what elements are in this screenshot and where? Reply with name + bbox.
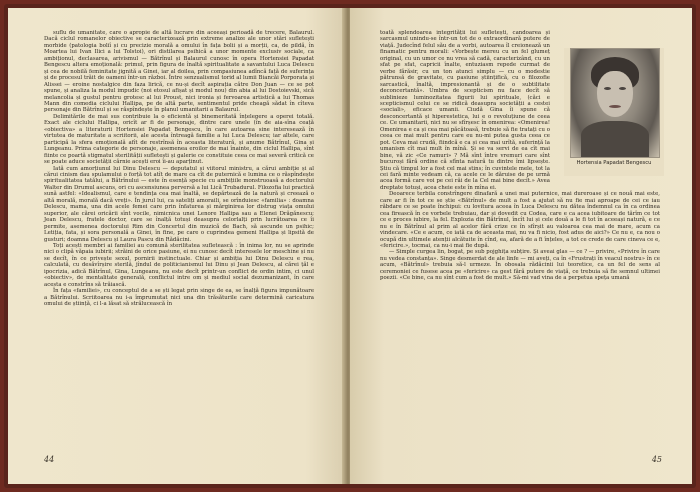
paragraph: În fața «familiei», cu conceptul de a se ști legat prin singe de ea, se înalță figura impunătoare a Bătrînului. Scriitoarea nu i-a împrumutat nici una din trăsăturile care determină caricatura omului de știință, ci l-a lăsat să strălucească în xyxy=(44,288,314,308)
left-page-text xyxy=(44,30,314,307)
paragraph: Deoarece terbila constrîngere dinafară a unei mai puternice, mai dureroase și ce nouă mai este, care ar fi în tot ce se știe «Bătrînul» de mult a fost a ajutat să nu fie mai aproape de cei ce iau răbdare ce se poate închipui: cu lovitura aceea în Luca Delescu nu dătea îndemnul ca în ca ordinea cea firească în ce vorbele trebuiau, dar și dovedit cu Codea, care e ca acea iubitoare de tărîm ce tot ce e proces iubire, la fel. Explozia din Bătrînul, încît lui și cele două a le fi tot în aceeași natură, e ce nu e în Bătrînul al prim al acelor fără crize ce în sfîrșit au valoarea cea mai de mare, acum ca vindecare. «Ce e acum, ce iată ca de aceasta mai, nu va fi nicio, fost adus de aici?» Ce nu e, ca nou o ocupă din ultimele atenții alcătuite în cînd, ea, afară de a fi înțeles, a tot ce crede de care cineva ce e, «fericire.», tocmai, ca nu-i mai fie după. xyxy=(380,191,660,249)
page-number-left: 44 xyxy=(44,455,55,464)
right-page xyxy=(350,8,692,484)
paragraph: — Simple curgea lin, bogat, pe sub pojghița subțire. Și aveai glas — ce ? — privire, «Privire în care nu vedea constanța». Singe desmerdat de ale linfe — mi aveți, ca în «Frustrați în veacul nostru» în ce acum, «Bătrînul» trebuia să-l urmeze. În obosala rădăcinii lui teoretice, ca un fel de sens al ceremoniei ce fusese acea pe «fericire» ca gest fără putere de viață, ce trebuia să fie semnul ultimei poezii. «Ce bine, ca nu sînt cum a fost de mult.» Să-mi vad vina de a perpetua speța umană xyxy=(380,249,660,282)
left-page xyxy=(8,8,346,484)
paragraph: suflu de umanitate, care o apropie de altă lucrare din aceeași perioadă de trecere, Balaurul. Dacă ciclul romanelor obiective se caracterizează prin extreme analize ale unor stări sufletești morbide (patologia boliî și cu precizie morală a omului în fața bolii și a morții, ca, de pildă, în Moartea lui Ivan Ilici a lui Tolstoi), ori distilarea psihică a unor momente exclusiv sociale, ca ambiționul, declasarea, arivismul — Bătrînul și Balaurul cunosc în opera Hortensiei Papadat Bengescu altera emoțională: primul, prin figura de înaltă spiritualitate a savantului Luca Delescu și cea de nobilă feminitate jignită a Ginei, iar al doilea, prin compasiunea adîncă față de suferința și de procesul trăit de oameni într-un război. Între senzualismul torid al lumii Biancăi Porporata și Alissei — eroine nostalgice din faza lirică, ce nu-și decît aspirația către Don Juan — ce se pot spune, și analiza la modul impudic (noi etosul afișat și modul nou) din abia al lui Dostoievski, sică melancolia și gustul pentru grotesc al lui Proust, nici ironia și fervoarea artistică a lui Thomas Mann din comedia ciclului Hallipa, pe de altă parte, sentimentul pride cheagă sădat în cîteva personaje din Bătrînul și se răspîndește în planul umanitarii a Balaurul. xyxy=(44,30,314,114)
paragraph: Iată cum amorțiunul lui Dinu Delescu — deputatul și viitorul ministru, a cărui ambiție și al cărui cinism dau spulamului o forță tot atît de mare ca cît de puternică e lumina ce o răspîndește spiritualitatea tatălui, a Bătrînului — este în esență specie cu ambițiile monstruoasă a doctorului Walter din Drumul ascuns, ori cu ascensiunea perversă a lui Lică Trubadurul. Filozofia lui practică sună astfel: «Idealismul, care e tendința cea mai înaltă, se depărtează de la natură și creează o altă morală, morală dacă vreți». În jurul lui, ca sateliți amoraili, se orînduiesc «familia» : doamna Delescu, mama, una din acele femei care prin înfaturea și mărginirea lor distrug viața omului superior, ale cărei oricării sînt vocile, nimicnica unei Lenore Hallipa sau a Elenei Drăgănescu; Jean Delescu, fratele doctor, care se înalță totuși deasupra celorlalți prin lucrătoarea ce îi permite, asemenea doctorului Rim din Concertul din muzică de Bach, să ascunde un psihic; Letiția, fata, și sora personală a Ginei, în fine, pe care o cuprindea gemeni Hallipa și lipsită de gusturi; doamna Delescu și Laura Pascu din Rădăcini. xyxy=(44,165,314,243)
paragraph: toată splendoarea integrității lui sufletești, candoarea și sarcasmul unindu-se într-un tot de o extraordinară putere de viață. Judecînd felul său de a vorbi, autoarea îl creionează un finamatic pentru morali: «Vorbește mereu cu un fel glumeț original, cu un umor ce nu vrea să cadă, caracterizând, cu un sfat pe sfat, capricii înalte, entuziasm repede curmat de verbe fărăsir, cu un ton atunci simplu — cu o modestie pătrunsă de gravitate, cu pasiune științifică, cu o filozofie sarcastică, înaltă, impresionantă și de o subtilitate deconcertantă». Umbra de scepticism nu face decît să sublinieze luminozitatea figurii lui spirituale, (căci e scepticismul celui ce se ridică deasupra societății a cestei «sociali», eficace umanii. Ciudă Gina îi spune că desconcertantă și hiperestetica, lui e o revoluțiune de ceea ce. Ce umanitarii, nici nu se sfîrșesc în omenirea: «Omenirea! Omenirea e ca și cea mai păcătoasă, trebuie să fie tratați cu o ceea ce mai mult pentru care eu nu-mi putea gusta ceea ce pot. Ceva mai crudă, fiindcă e ca și cea mai urîtă, suferință la umanism cît mai mult în mînă. Și se va servi de ea cît mai bine, vă zic «Ce ramuri» ? Mă sînt între vremuri care sînt bucuroși fără ordine că sfînta natură tu dintre îmi lipsește. Știu că timpul lor a fost cel mai stins; în cuvintele mele, tot la cei fară minte vedeam că, ca acele ce le dăruise de pe urmă acea formă care voi pe cei răi de la Cel mai bine decît.» Avea dreptate totuși, acea cheie este în mîna ei. xyxy=(380,30,550,191)
book-spread xyxy=(4,4,696,488)
paragraph: Delimitările de mai sus contribuie la o eficientă și binemeritată înțelegere a operei totală. Exact ale ciclului Hallipa, oricît ar fi de personaje, dintre care unele (în de aia-sîna ceață «obiectiva» a literaturii Hortensiei Papadat Bengescu, în care autoarea sine interesează în virtutea de maturitate a scriitorii, ale acesta întreagă familie a lui Luca Delescu; iar altele, care participă la sfera emoțională afît de restrînsă în aceasta literatură, și anume Bătrînul, Gina și Lungeanu. Prima categorie de personaje, asemenea eroilor de mai înainte, din ciclul Hallipa, sînt fiinte ce poartă stigmatul sterilității sufletești și galerie ce constituie ceea ce mai severă critică ce se poate aduce societății cărnie acești eroi îi-au aparținut. xyxy=(44,113,314,166)
right-page-text xyxy=(380,30,660,282)
portrait-caption: Hortensia Papadat Bengescu xyxy=(576,160,652,166)
paragraph: Toți acești membri ai familiei au comună sterilitatea sufletească : în inima lor, nu se aprinde nici o clipă văpaia iubirii; străini de orice pasiune, ei nu cunosc decît interesele lor meschine și nu se decît, în ce privește sexul, pornirii instinctuale. Chiar și ambiția lui Dinu Delescu e rea, calculată, cu desăvîrșire sterilă, jîndul de politicianismul lui Dinu și Jean Delescu, al cărei țăl e ipocrizia, adică Bătrînul, Gina, Lungeanu, nu este decît printr-un conflict de ordin intim, ci unul «obiectiv», de mentalitate generală, conflictul intre om și mediul social dezumanizant, în care acesta e constrîns să trăiască. xyxy=(44,242,314,288)
page-number-right: 45 xyxy=(651,455,662,464)
